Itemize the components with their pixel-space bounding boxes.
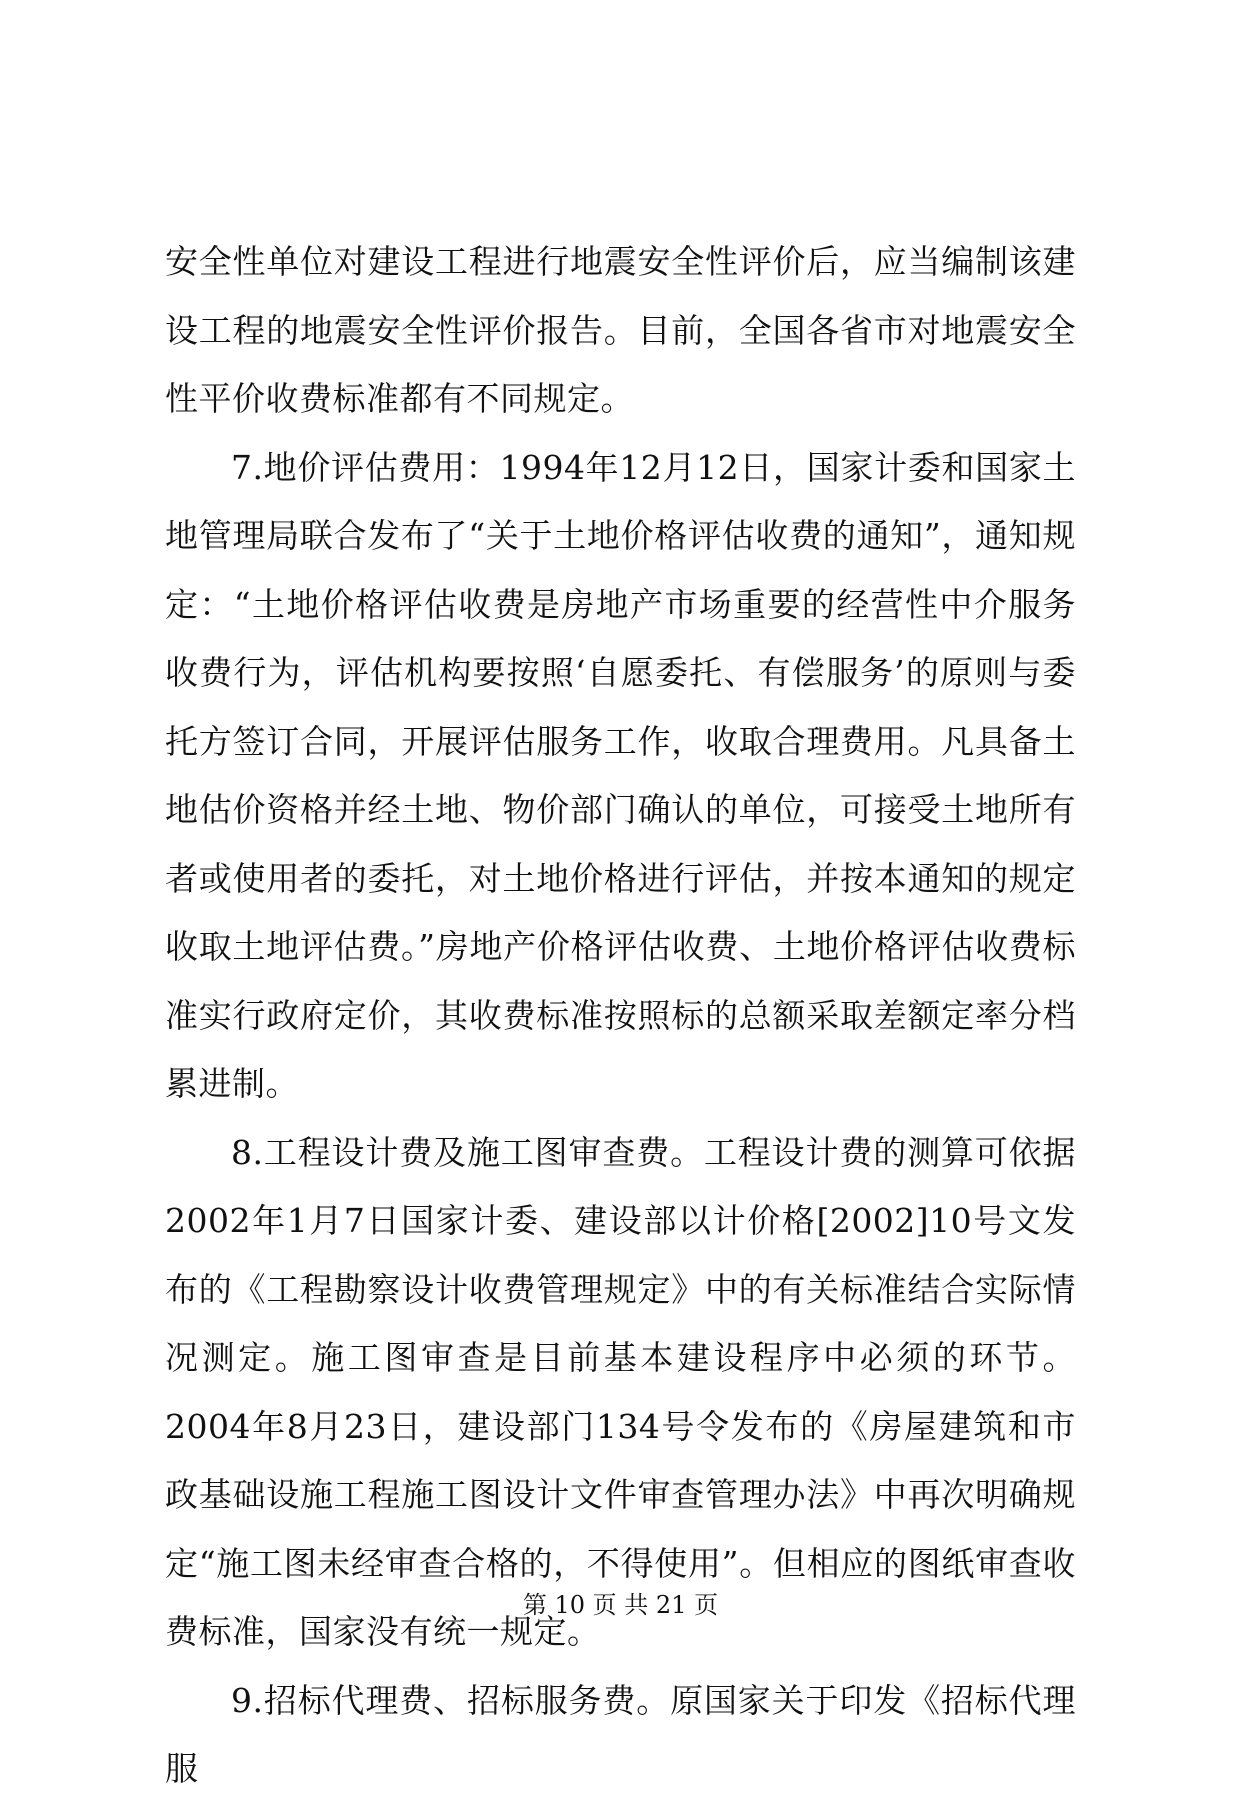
paragraph-continuation: 安全性单位对建设工程进行地震安全性评价后，应当编制该建设工程的地震安全性评价报告。目前，全国各省市对地震安全性平价收费标准都有不同规定。 [165, 242, 1076, 418]
paragraph-item-8: 8.工程设计费及施工图审查费。工程设计费的测算可依据2002年1月7日国家计委、建设部以计价格[2002]10号文发布的《工程勘察设计收费管理规定》中的有关标准结合实际情况测定。施工图审查是目前基本建设程序中必须的环节。2004年8月23日，建设部门134号令发布的《房屋建筑和市政基础设施工程施工图设计文件审查管理办法》中再次明确规定“施工图未经审查合格的，不得使用”。但相应的图纸审查收费标准，国家没有统一规定。 [165, 1132, 1076, 1651]
paragraph-item-9: 9.招标代理费、招标服务费。原国家关于印发《招标代理服 [165, 1680, 1076, 1788]
page-number-label: 第 10 页 共 21 页 [522, 1591, 719, 1619]
paragraph-item-7: 7.地价评估费用：1994年12月12日，国家计委和国家土地管理局联合发布了“关于土地价格评估收费的通知”，通知规定：“土地价格评估收费是房地产市场重要的经营性中介服务收费行为，评估机构要按照‘自愿委托、有偿服务’的原则与委托方签订合同，开展评估服务工作，收取合理费用。凡具备土地估价资格并经土地、物价部门确认的单位，可接受土地所有者或使用者的委托，对土地价格进行评估，并按本通知的规定收取土地评估费。”房地产价格评估收费、土地价格评估收费标准实行政府定价，其收费标准按照标的总额采取差额定率分档累进制。 [165, 447, 1076, 1103]
page-footer [0, 1590, 1241, 1620]
document-body [165, 228, 1076, 1804]
